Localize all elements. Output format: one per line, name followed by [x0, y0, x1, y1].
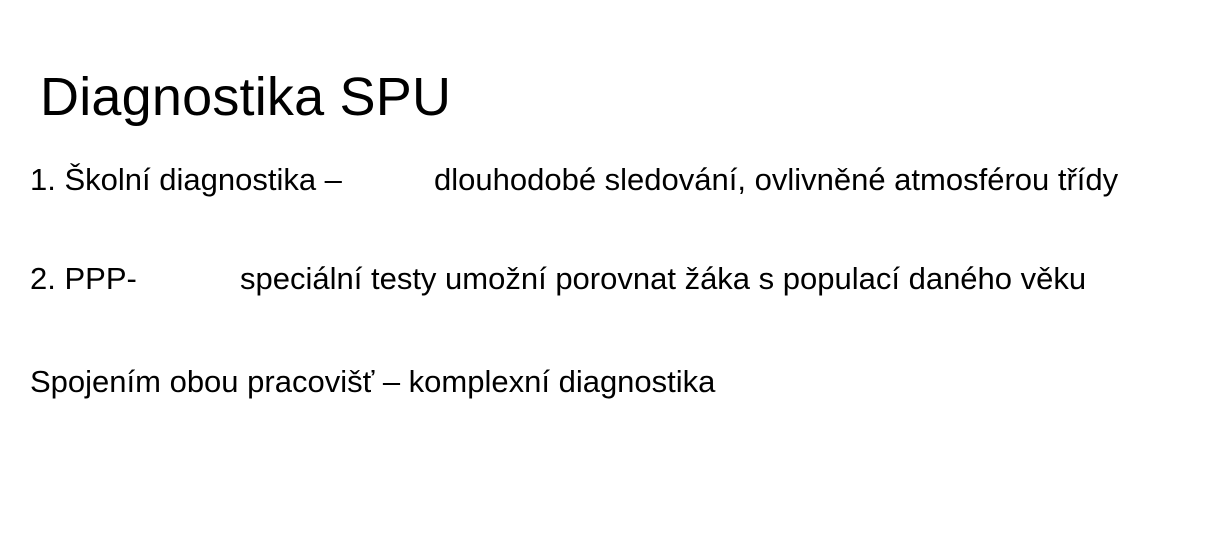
slide-body: [30, 160, 1200, 403]
list-item-label: 1. Školní diagnostika –: [30, 162, 342, 197]
spacer: [30, 201, 1200, 259]
list-item: [30, 160, 1200, 201]
page-title: Diagnostika SPU: [40, 67, 452, 128]
list-item: [30, 259, 1200, 300]
spacer: [30, 300, 1200, 362]
list-item-text: dlouhodobé sledování, ovlivněné atmosférou třídy: [434, 162, 1119, 197]
list-item-text: speciální testy umožní porovnat žáka s populací daného věku: [240, 260, 1087, 296]
list-item-label: 2. PPP-: [30, 260, 137, 296]
conclusion-text: Spojením obou pracovišť – komplexní diagnostika: [30, 363, 716, 399]
